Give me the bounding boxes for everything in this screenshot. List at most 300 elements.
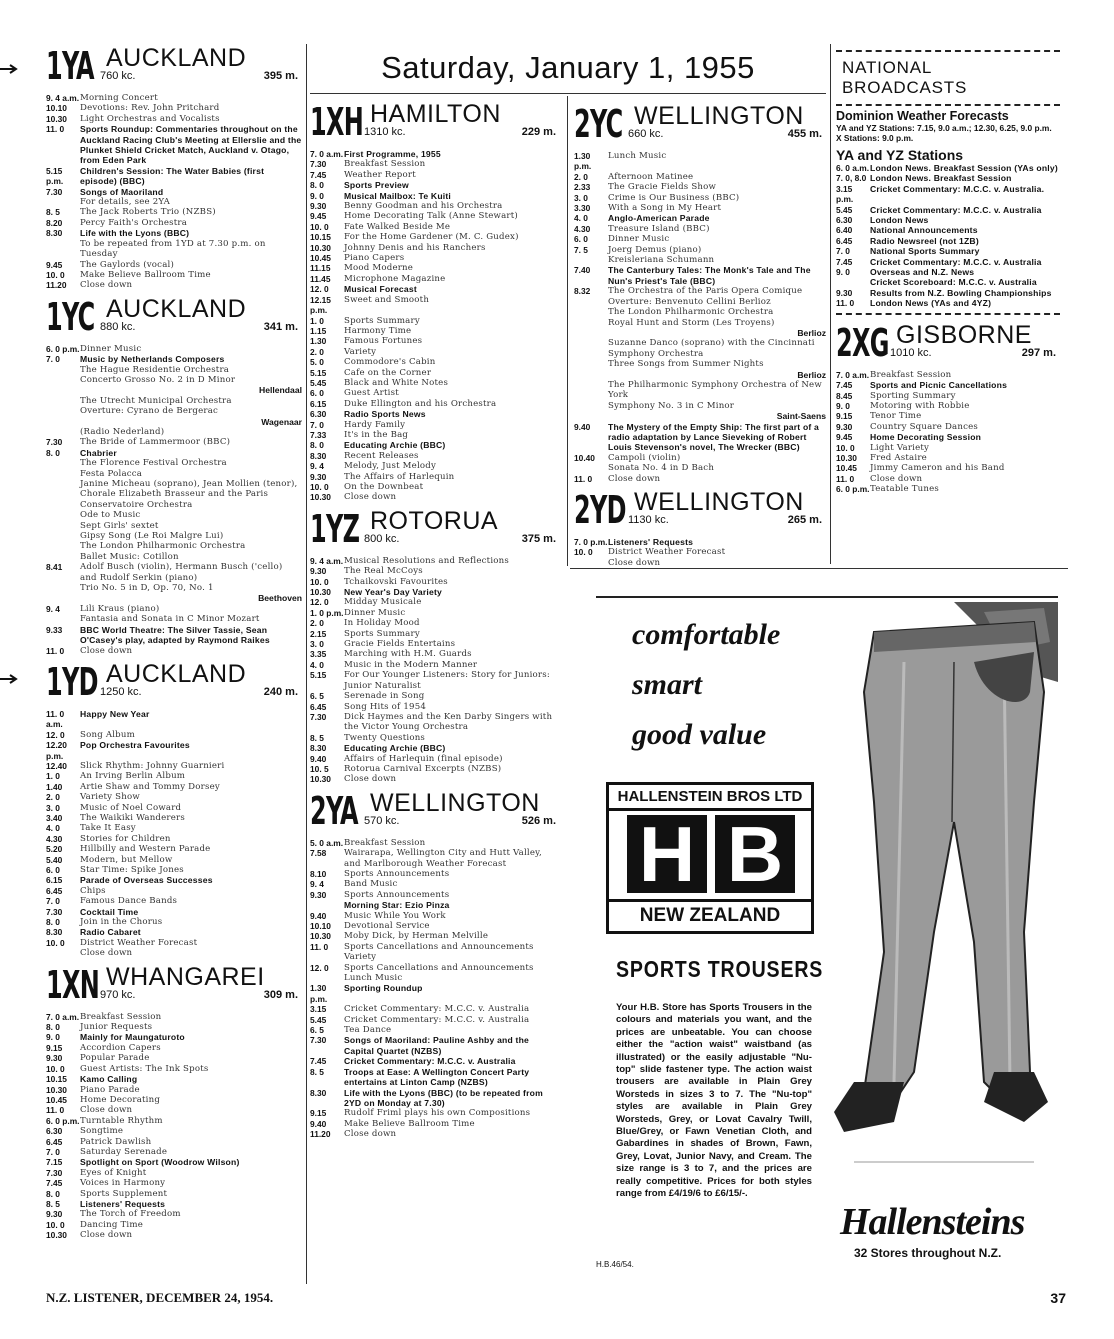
programme-row	[836, 453, 1060, 463]
programme-time: 6.40	[836, 225, 853, 236]
programme-row	[310, 409, 560, 419]
programme-title: New Year's Day Variety	[344, 587, 443, 598]
programme-row	[46, 1074, 302, 1084]
programme-row	[46, 927, 302, 937]
station-wavelength: 375 m.	[521, 532, 556, 545]
programme-title: The Waikiki Wanderers	[80, 812, 185, 823]
logo-letter: H	[627, 815, 707, 893]
programme-time: 9. 4 a.m.	[46, 93, 80, 103]
programme-time: 2.15	[310, 628, 327, 639]
programme-row	[310, 149, 560, 159]
programme-time: 6.45	[46, 885, 63, 896]
programme-title: The Florence Festival Orchestra	[80, 458, 227, 469]
page-number: 37	[1050, 1290, 1066, 1306]
ad-border	[596, 596, 1058, 598]
programme-time: 11. 0	[46, 124, 65, 135]
programme-title: With a Song in My Heart	[608, 203, 722, 214]
programme-time: 9.30	[310, 201, 327, 212]
stations-title: YA and YZ Stations	[836, 147, 964, 163]
programme-time: 5.15 p.m.	[46, 165, 64, 187]
programme-row	[46, 458, 302, 468]
programme-title: Parade of Overseas Successes	[80, 875, 213, 886]
programme-title: Cricket Commentary: M.C.C. v. Australia	[870, 256, 1042, 267]
programme-title: Slick Rhythm: Johnny Guarnieri	[80, 760, 225, 771]
programme-row	[310, 1129, 560, 1139]
programme-title: Devotions: Rev. John Pritchard	[80, 103, 220, 114]
programme-title: Fred Astaire	[870, 452, 927, 463]
programme-time: 6. 0	[46, 865, 60, 875]
programme-title: Joerg Demus (piano)	[608, 244, 702, 255]
programme-time: 6.30	[310, 409, 327, 420]
programme-time: 5.40	[46, 854, 63, 865]
programme-title: Junior Requests	[80, 1022, 153, 1033]
station-listing	[310, 507, 560, 785]
programme-title: Teatable Tunes	[870, 484, 940, 495]
programme-title: Symphony No. 3 in C Minor	[608, 400, 735, 411]
binding-mark-bottom	[0, 670, 20, 682]
programme-row	[310, 201, 560, 211]
programme-row	[310, 1067, 560, 1088]
station-header	[836, 321, 1060, 367]
programme-time: 7.30	[46, 437, 63, 448]
programme-title: The Torch of Freedom	[80, 1209, 181, 1220]
programme-time: 6.30	[46, 1126, 63, 1137]
programme-time	[46, 614, 80, 624]
national-row	[836, 288, 1060, 298]
programme-time: 9. 0	[836, 267, 850, 278]
composer-credit: Berlioz	[797, 369, 826, 380]
programme-title: Sports Cancellations and Announcements	[344, 941, 534, 952]
station-listing	[46, 660, 302, 959]
programme-row	[574, 224, 826, 234]
programme-row	[310, 764, 560, 774]
programme-row	[310, 159, 560, 169]
programme-time: 7.30	[310, 159, 327, 170]
programme-time: 10. 0	[46, 1063, 65, 1074]
programme-row	[310, 1004, 560, 1014]
programme-time: 3.35	[310, 649, 327, 660]
programme-row	[310, 691, 560, 701]
programme-row	[46, 614, 302, 624]
programme-row	[46, 239, 302, 260]
national-row	[836, 205, 1060, 215]
programme-title: Affairs of Harlequin (final episode)	[344, 753, 503, 764]
programme-row	[836, 463, 1060, 473]
programme-time: 3.30	[574, 203, 591, 214]
programme-time: 4.30	[46, 833, 63, 844]
programme-row	[46, 782, 302, 792]
programme-title: An Irving Berlin Album	[80, 771, 186, 782]
programme-title: Tenor Time	[870, 411, 922, 422]
programme-row	[46, 406, 302, 416]
programme-row	[46, 803, 302, 813]
station-wavelength: 229 m.	[521, 126, 556, 138]
programme-row	[310, 608, 560, 618]
national-row	[836, 173, 1060, 183]
programme-title: Harmony Time	[344, 325, 412, 336]
programme-title: Close down	[344, 1129, 397, 1140]
programme-row	[310, 253, 560, 263]
programme-row	[46, 531, 302, 541]
programme-row	[574, 547, 826, 557]
logo-country: NEW ZEALAND	[609, 899, 811, 929]
programme-row	[46, 730, 302, 740]
column-rule-2	[567, 96, 568, 566]
programme-time: 10.15	[310, 232, 331, 243]
programme-row	[574, 338, 826, 359]
programme-title: Music of Noel Coward	[80, 802, 182, 813]
programme-time: 9. 4	[310, 461, 324, 472]
programme-row	[46, 1032, 302, 1042]
programme-row	[46, 1022, 302, 1032]
programme-title: Spotlight on Sport (Woodrow Wilson)	[80, 1157, 240, 1168]
programme-row	[310, 597, 560, 607]
station-listing	[836, 321, 1060, 495]
programme-row	[46, 93, 302, 103]
programme-row	[310, 191, 560, 201]
programme-title: Anglo-American Parade	[608, 213, 710, 224]
programme-time: 8.10	[310, 868, 327, 879]
programme-time: 6. 5	[310, 691, 324, 702]
programme-title: Educating Archie (BBC)	[344, 743, 446, 754]
national-row	[836, 236, 1060, 246]
programme-title: Variety	[344, 952, 377, 963]
programme-row	[46, 1168, 302, 1178]
programme-time	[46, 479, 80, 510]
programme-row	[310, 900, 560, 910]
programme-time: 5.15	[310, 367, 327, 378]
programme-title: Dancing Time	[80, 1219, 143, 1230]
programme-title: Listeners' Requests	[608, 537, 694, 547]
programme-time: 11. 0	[836, 473, 855, 484]
programme-time: 6. 0	[574, 234, 588, 245]
station-city: HAMILTON	[370, 100, 501, 128]
programme-row	[574, 297, 826, 307]
programme-row	[46, 280, 302, 290]
programme-time: 12. 0	[310, 284, 329, 295]
programme-row	[46, 218, 302, 228]
programme-row	[310, 316, 560, 326]
programme-title: BBC World Theatre: The Silver Tassie, Sean O'Casey's play, adapted by Raymond Raikes	[80, 624, 270, 646]
programme-row	[46, 1043, 302, 1053]
header-rule	[310, 93, 826, 94]
programme-title: Famous Dance Bands	[80, 896, 178, 907]
programme-time: 11. 0 a.m.	[46, 708, 65, 730]
programme-time: 6. 0 p.m.	[46, 1115, 80, 1126]
programme-row	[574, 558, 826, 568]
programme-row	[46, 1064, 302, 1074]
programme-title: Modern, but Mellow	[80, 854, 173, 865]
programme-time: 5.45	[310, 377, 327, 388]
programme-row	[310, 942, 560, 952]
programme-title: Turntable Rhythm	[80, 1115, 163, 1126]
programme-row	[836, 391, 1060, 401]
programme-row	[46, 437, 302, 447]
programme-title: Patrick Dawlish	[80, 1136, 152, 1147]
programme-row	[46, 344, 302, 354]
programme-row	[310, 180, 560, 190]
programme-row	[310, 702, 560, 712]
programme-title: Cricket Scoreboard: M.C.C. v. Australia	[870, 277, 1037, 288]
programme-title: Weather Report	[344, 169, 416, 180]
programme-time: 9.30	[836, 421, 853, 432]
composer-credit: Hellendaal	[259, 385, 302, 396]
programme-time	[46, 197, 80, 207]
programme-title: Sonata No. 4 in D Bach	[608, 463, 715, 474]
programme-time: 6.30	[836, 215, 853, 226]
programme-row	[310, 660, 560, 670]
programme-title: Overseas and N.Z. News	[870, 267, 975, 278]
programme-title: District Weather Forecast	[80, 937, 198, 948]
programme-row	[310, 921, 560, 931]
programme-row	[46, 207, 302, 217]
programme-time	[574, 255, 608, 265]
programme-title: The London Philharmonic Orchestra	[608, 307, 774, 318]
station-header	[46, 963, 302, 1009]
programme-title: Guest Artist	[344, 388, 399, 399]
station-call-sign: 1YZ	[310, 506, 360, 551]
programme-row	[310, 451, 560, 461]
station-frequency: 880 kc.	[100, 320, 136, 333]
programme-title: Three Songs from Summer Nights	[608, 359, 764, 370]
programme-time: 11.20	[46, 280, 67, 291]
programme-time	[46, 510, 80, 520]
programme-time	[574, 463, 608, 473]
programme-row	[46, 865, 302, 875]
programme-title: Royal Hunt and Storm (Les Troyens)	[608, 317, 775, 328]
programme-row	[46, 875, 302, 885]
programme-time: 8. 0	[46, 1188, 60, 1199]
column-rule-3	[830, 44, 831, 564]
programme-title: Radio Newsreel (not 1ZB)	[870, 235, 979, 246]
programme-time	[46, 239, 80, 260]
programme-time: 11. 0	[574, 473, 593, 484]
station-frequency: 1310 kc.	[364, 126, 406, 138]
programme-title: Sweet and Smooth	[344, 294, 430, 305]
programme-time: 7.30	[46, 1167, 63, 1178]
programme-row	[574, 453, 826, 463]
divider	[836, 313, 1060, 315]
station-header	[310, 789, 560, 835]
programme-title: Sports Announcements	[344, 889, 450, 900]
programme-title: Cricket Commentary: M.C.C. v. Australia	[344, 1004, 530, 1015]
national-row	[836, 163, 1060, 173]
programme-time: 10.30	[836, 452, 857, 463]
station-header	[46, 295, 302, 341]
column-4	[836, 50, 1060, 495]
programme-title: Trio No. 5 in D, Op. 70, No. 1	[80, 583, 214, 594]
station-call-sign: 1YD	[46, 659, 98, 704]
programme-row	[310, 556, 560, 566]
programme-row	[46, 886, 302, 896]
programme-title: Close down	[608, 473, 661, 484]
programme-row	[310, 1025, 560, 1035]
programme-row	[574, 380, 826, 401]
station-header	[46, 660, 302, 706]
programme-title: Gipsy Song (Le Roi Malgre Lui)	[80, 531, 224, 542]
programme-time: 2. 0	[574, 171, 588, 182]
programme-time: 3.15 p.m.	[836, 183, 854, 205]
programme-row	[46, 709, 302, 730]
programme-row	[310, 1015, 560, 1025]
programme-row	[46, 625, 302, 646]
programme-title: The Affairs of Harlequin	[344, 471, 455, 482]
programme-title: Fate Walked Beside Me	[344, 221, 451, 232]
programme-row	[574, 318, 826, 328]
programme-row	[310, 211, 560, 221]
programme-title: Sporting Roundup	[344, 983, 423, 994]
programme-row	[310, 733, 560, 743]
programme-title: Microphone Magazine	[344, 273, 446, 284]
programme-row	[46, 1178, 302, 1188]
programme-time	[46, 521, 80, 531]
gisborne-station	[836, 321, 1060, 495]
programme-title: Close down	[608, 557, 661, 568]
programme-time: 7. 0 a.m.	[46, 1011, 80, 1022]
programme-row	[574, 182, 826, 192]
programme-title: Take It Easy	[80, 823, 136, 834]
programme-row	[46, 938, 302, 948]
programme-row	[310, 472, 560, 482]
programme-row	[46, 646, 302, 656]
programme-row	[46, 1220, 302, 1230]
programme-title: Johnny Denis and his Ranchers	[344, 242, 486, 253]
programme-time: 5. 0 a.m.	[310, 837, 344, 848]
programme-time: 7.58	[310, 848, 327, 859]
programme-title: The Canterbury Tales: The Monk's Tale and The Nun's Priest's Tale (BBC)	[608, 265, 811, 286]
programme-row	[310, 952, 560, 962]
programme-title: Cricket Commentary: M.C.C. v. Australia	[344, 1056, 516, 1067]
station-listing	[310, 100, 560, 503]
programme-title: Song Hits of 1954	[344, 701, 427, 712]
programme-time: 10. 5	[310, 763, 329, 774]
programme-time: 11. 0	[310, 941, 329, 952]
programme-title: The Mystery of the Empty Ship: The first part of a radio adaptation by Lance Sieveking of Robert Louis Stevenson's novel, The Wrecker (BBC)	[608, 421, 820, 453]
programme-row	[310, 336, 560, 346]
programme-title: Saturday Serenade	[80, 1146, 168, 1157]
programme-row	[46, 583, 302, 593]
programme-row	[310, 284, 560, 294]
programme-row	[836, 422, 1060, 432]
programme-title: In Holiday Mood	[344, 618, 420, 629]
programme-row	[46, 375, 302, 385]
programme-time: 9.30	[310, 566, 327, 577]
composer-credit: Saint-Saens	[776, 411, 826, 422]
programme-time: 7.30	[310, 711, 327, 722]
programme-row	[310, 170, 560, 180]
programme-row	[46, 103, 302, 113]
programme-title: Sports Cancellations and Announcements	[344, 962, 534, 973]
programme-time: 7.33	[310, 429, 327, 440]
programme-time: 12.15 p.m.	[310, 294, 331, 316]
programme-title: Dinner Music	[344, 607, 406, 618]
programme-row	[310, 368, 560, 378]
station-header	[574, 488, 826, 534]
programme-title: Home Decorating Talk (Anne Stewart)	[344, 211, 518, 222]
programme-time: 8. 5	[46, 207, 60, 218]
programme-title: Afternoon Matinee	[608, 171, 694, 182]
programme-title: Country Square Dances	[870, 421, 978, 432]
programme-title: The Philharmonic Symphony Orchestra of New York	[608, 379, 822, 401]
programme-row	[836, 401, 1060, 411]
programme-time: 8.32	[574, 286, 591, 297]
programme-row	[310, 848, 560, 869]
programme-title: Ballet Music: Cotillon	[80, 551, 179, 562]
programme-time: 9.40	[574, 421, 591, 432]
publication-footer: N.Z. LISTENER, DECEMBER 24, 1954.	[46, 1290, 274, 1305]
national-schedule	[836, 163, 1060, 309]
programme-title: Commodore's Cabin	[344, 357, 436, 368]
programme-row	[46, 1126, 302, 1136]
programme-row	[46, 228, 302, 238]
programme-title: National Sports Summary	[870, 246, 980, 257]
programme-time: 1.15	[310, 325, 327, 336]
station-city: AUCKLAND	[106, 294, 247, 323]
station-wavelength: 309 m.	[263, 988, 298, 1001]
programme-time	[574, 401, 608, 411]
hallensteins-advertisement	[596, 596, 1058, 1276]
brand-name: Hallensteins	[840, 1201, 1025, 1243]
programme-time: 7. 0	[46, 354, 60, 365]
programme-time: 8.45	[836, 390, 853, 401]
programme-time: 12.20 p.m.	[46, 740, 67, 761]
programme-time	[46, 531, 80, 541]
programme-title: Musical Resolutions and Reflections	[344, 555, 509, 566]
programme-title: Radio Sports News	[344, 409, 426, 420]
ad-headline: SPORTS TROUSERS	[616, 956, 824, 982]
programme-title: Happy New Year	[80, 708, 150, 719]
programme-title: Close down	[344, 492, 397, 503]
programme-title: Kreisleriana Schumann	[608, 255, 715, 266]
programme-title: Festa Polacca	[80, 468, 143, 479]
programme-row	[46, 1147, 302, 1157]
programme-time: 8. 0	[46, 1022, 60, 1033]
programme-title: It's in the Bag	[344, 429, 409, 440]
programme-row	[46, 907, 302, 917]
weather-title: Dominion Weather Forecasts	[836, 109, 1009, 123]
programme-time: 8.30	[310, 743, 327, 754]
programme-row	[46, 114, 302, 124]
programme-title: Black and White Notes	[344, 377, 449, 388]
programme-time	[46, 948, 80, 958]
programme-title: Gracie Fields Entertains	[344, 639, 456, 650]
programme-time: 9. 0	[310, 190, 324, 201]
programme-title: Musical Mailbox: Te Kuiti	[344, 190, 452, 201]
programme-title: Mood Moderne	[344, 263, 414, 274]
programme-title: The Hague Residentie Orchestra	[80, 364, 230, 375]
programme-row	[836, 370, 1060, 380]
programme-title: Moby Dick, by Herman Melville	[344, 931, 489, 942]
programme-title: Dinner Music	[80, 343, 142, 354]
programme-time: 10.45	[46, 1094, 67, 1105]
programme-title: London News (YAs and 4YZ)	[870, 298, 992, 309]
station-wavelength: 341 m.	[263, 320, 298, 333]
programme-row	[46, 1053, 302, 1063]
programme-time: 10.15	[46, 1074, 67, 1085]
programme-row	[574, 234, 826, 244]
programme-row	[310, 461, 560, 471]
programme-time: 10. 0	[46, 1219, 65, 1230]
programme-time: 7.40	[574, 265, 591, 276]
programme-row	[310, 378, 560, 388]
programme-title: Devotional Service	[344, 921, 430, 931]
programme-time: 7.15	[46, 1157, 63, 1168]
programme-title: Breakfast Session	[870, 369, 952, 380]
programme-time: 11.45	[310, 273, 331, 284]
programme-title: Percy Faith's Orchestra	[80, 217, 188, 228]
station-wavelength: 265 m.	[787, 514, 822, 526]
programme-time: 7.45	[310, 169, 327, 180]
